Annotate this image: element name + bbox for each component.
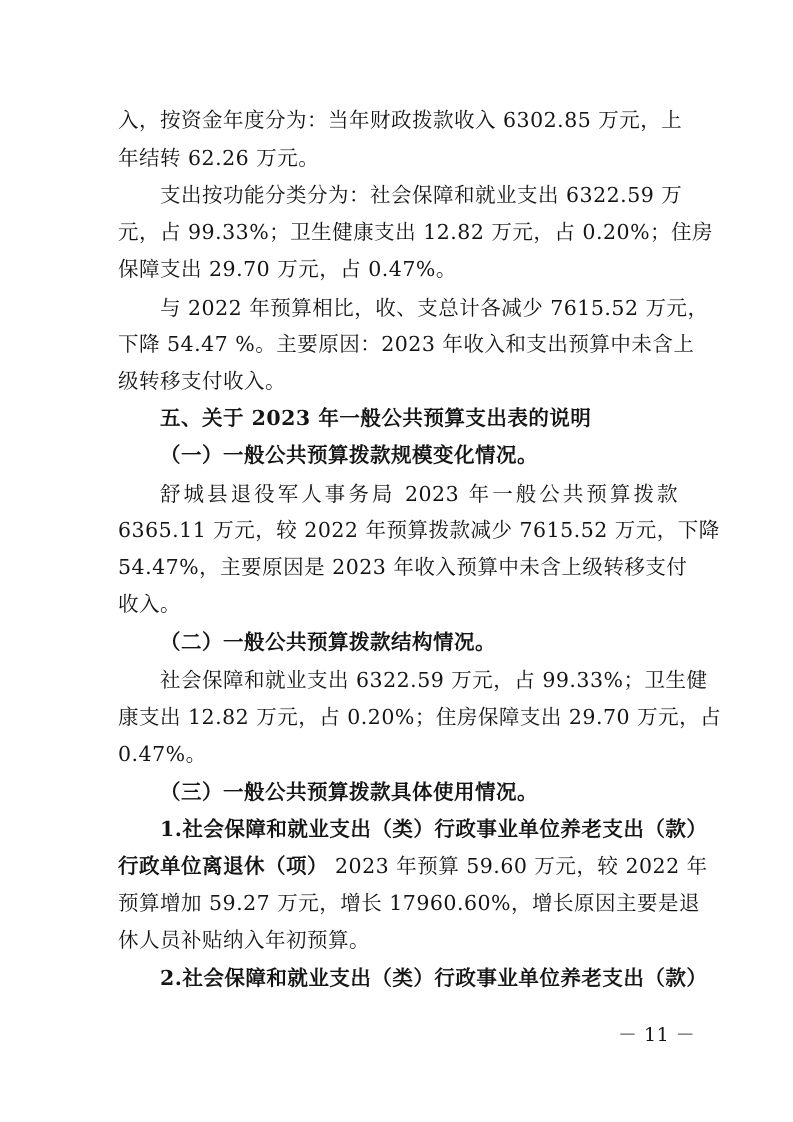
body-line: 元，占 99.33%；卫生健康支出 12.82 万元，占 0.20%；住房 (118, 220, 714, 244)
item-heading: 1.社会保障和就业支出（类）行政事业单位养老支出（款） (160, 817, 708, 841)
subsection-heading: （一）一般公共预算拨款规模变化情况。 (160, 443, 538, 467)
body-line: 支出按功能分类分为：社会保障和就业支出 6322.59 万 (160, 183, 683, 207)
body-line: 康支出 12.82 万元，占 0.20%；住房保障支出 29.70 万元，占 (118, 705, 722, 729)
subsection-heading: （三）一般公共预算拨款具体使用情况。 (160, 780, 538, 804)
body-line: 社会保障和就业支出 6322.59 万元，占 99.33%；卫生健 (160, 668, 708, 692)
body-line: 与 2022 年预算相比，收、支总计各减少 7615.52 万元， (160, 296, 709, 320)
body-line: 6365.11 万元，较 2022 年预算拨款减少 7615.52 万元，下降 (118, 518, 720, 542)
section-heading: 五、关于 2023 年一般公共预算支出表的说明 (160, 406, 592, 430)
body-line (118, 854, 708, 878)
subsection-heading: （二）一般公共预算拨款结构情况。 (160, 630, 496, 654)
item-heading-cont: 行政单位离退休（项） (118, 854, 328, 878)
body-line: 休人员补贴纳入年初预算。 (118, 928, 370, 952)
body-text: 2023 年预算 59.60 万元，较 2022 年 (328, 854, 708, 878)
page-number: － 11 － (618, 1024, 696, 1046)
body-line: 0.47%。 (118, 742, 207, 766)
body-line: 预算增加 59.27 万元，增长 17960.60%，增长原因主要是退 (118, 891, 701, 915)
body-line: 年结转 62.26 万元。 (118, 146, 320, 170)
body-line: 入，按资金年度分为：当年财政拨款收入 6302.85 万元，上 (118, 108, 683, 132)
body-line: 舒城县退役军人事务局 2023 年一般公共预算拨款 (160, 482, 678, 506)
body-line: 收入。 (118, 592, 181, 616)
item-heading: 2.社会保障和就业支出（类）行政事业单位养老支出（款） (160, 966, 708, 990)
body-line: 保障支出 29.70 万元，占 0.47%。 (118, 257, 457, 281)
body-line: 级转移支付收入。 (118, 369, 286, 393)
body-line: 下降 54.47 %。主要原因：2023 年收入和支出预算中未含上 (118, 332, 695, 356)
body-line: 54.47%，主要原因是 2023 年收入预算中未含上级转移支付 (118, 555, 688, 579)
